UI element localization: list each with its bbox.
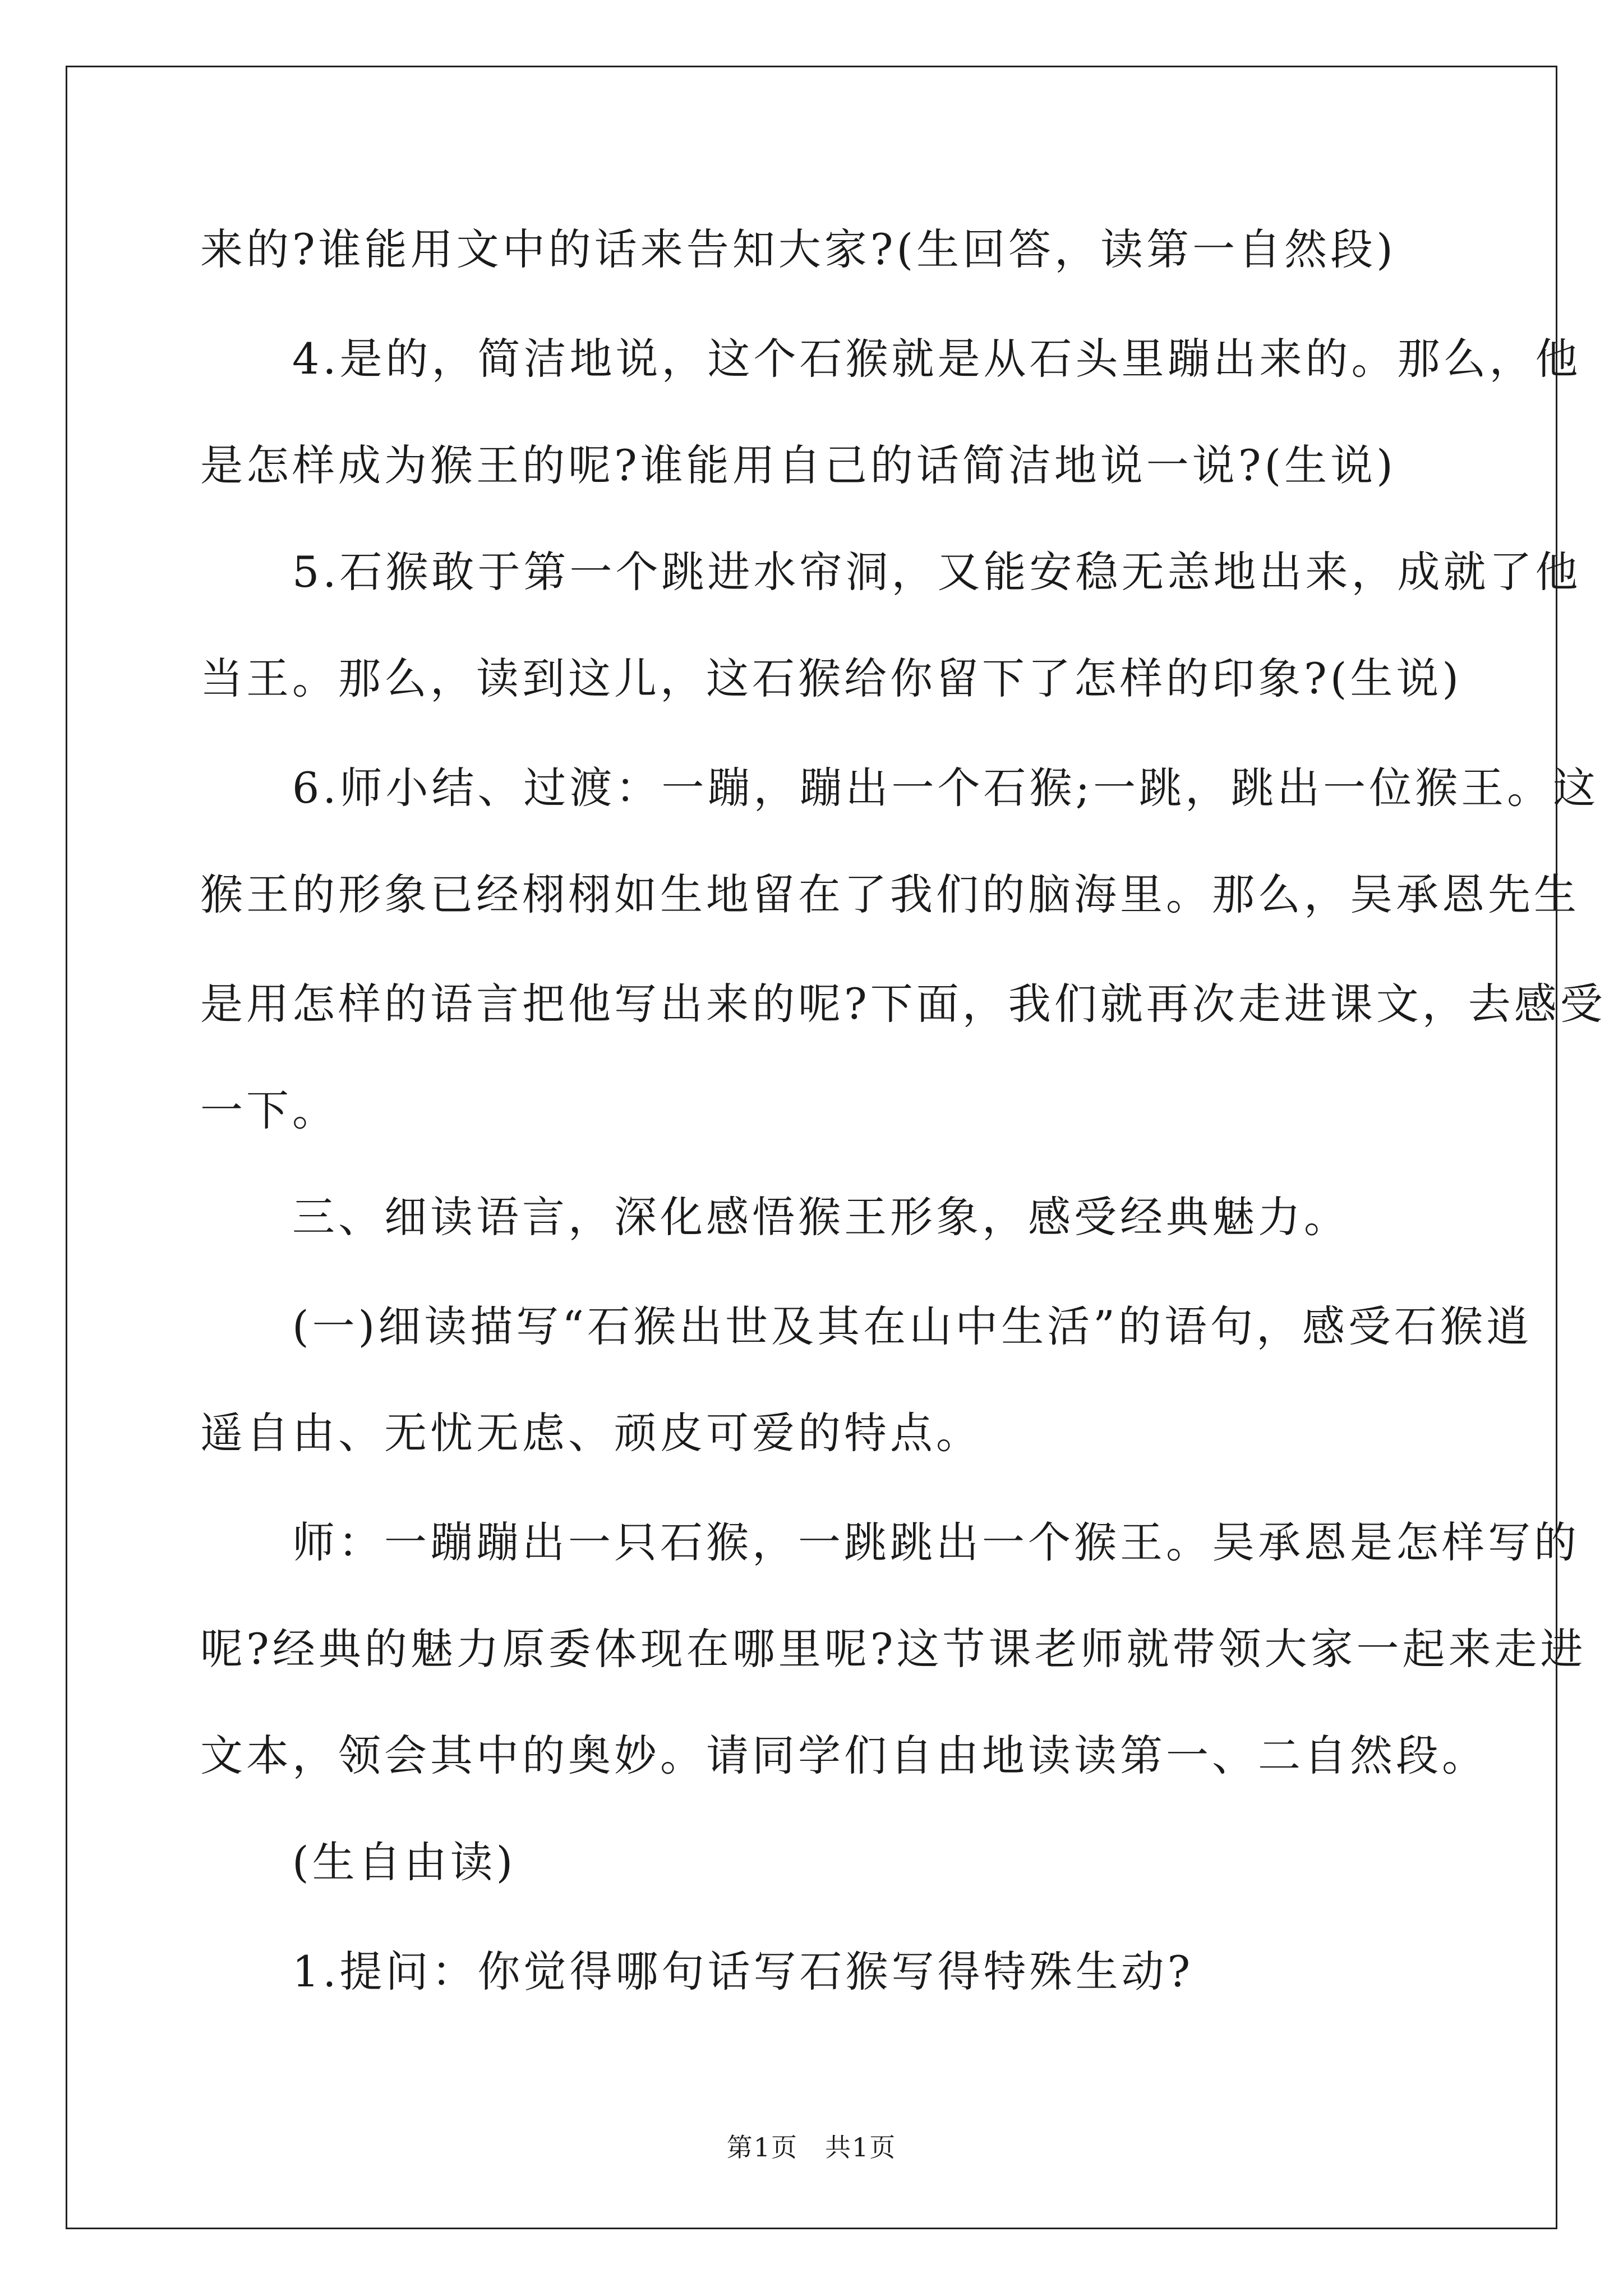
text-line: 猴王的形象已经栩栩如生地留在了我们的脑海里。那么，吴承恩先生 — [200, 869, 1580, 919]
text-line: 遥自由、无忧无虑、顽皮可爱的特点。 — [200, 1408, 982, 1458]
text-line: 当王。那么，读到这儿，这石猴给你留下了怎样的印象?(生说) — [200, 654, 1463, 703]
text-line: 一下。 — [200, 1085, 338, 1135]
page-border — [66, 66, 1606, 2229]
text-line: 是怎样成为猴王的呢?谁能用自己的话简洁地说一说?(生说) — [200, 440, 1396, 490]
text-line: 文本，领会其中的奥妙。请同学们自由地读读第一、二自然段。 — [200, 1731, 1488, 1780]
text-line: (一)细读描写“石猴出世及其在山中生活”的语句，感受石猴逍 — [200, 1301, 1533, 1351]
text-line: 5.石猴敢于第一个跳进水帘洞，又能安稳无恙地出来，成就了他 — [200, 547, 1581, 597]
page-footer: 第1页 共1页 — [726, 2132, 897, 2162]
text-line: 来的?谁能用文中的话来告知大家?(生回答，读第一自然段) — [200, 224, 1396, 274]
text-line: 师：一蹦蹦出一只石猴，一跳跳出一个猴王。吴承恩是怎样写的 — [200, 1517, 1580, 1567]
text-line: 是用怎样的语言把他写出来的呢?下面，我们就再次走进课文，去感受 — [200, 979, 1606, 1029]
text-line: (生自由读) — [200, 1837, 517, 1887]
text-line: 4.是的，简洁地说，这个石猴就是从石头里蹦出来的。那么，他 — [200, 334, 1581, 384]
text-line: 呢?经典的魅力原委体现在哪里呢?这节课老师就带领大家一起来走进 — [200, 1624, 1587, 1674]
text-line: 1.提问：你觉得哪句话写石猴写得特殊生动? — [200, 1947, 1194, 1996]
text-line: 6.师小结、过渡：一蹦，蹦出一个石猴;一跳，跳出一位猴王。这 — [200, 763, 1599, 813]
section-heading: 三、细读语言，深化感悟猴王形象，感受经典魅力。 — [200, 1192, 1350, 1242]
